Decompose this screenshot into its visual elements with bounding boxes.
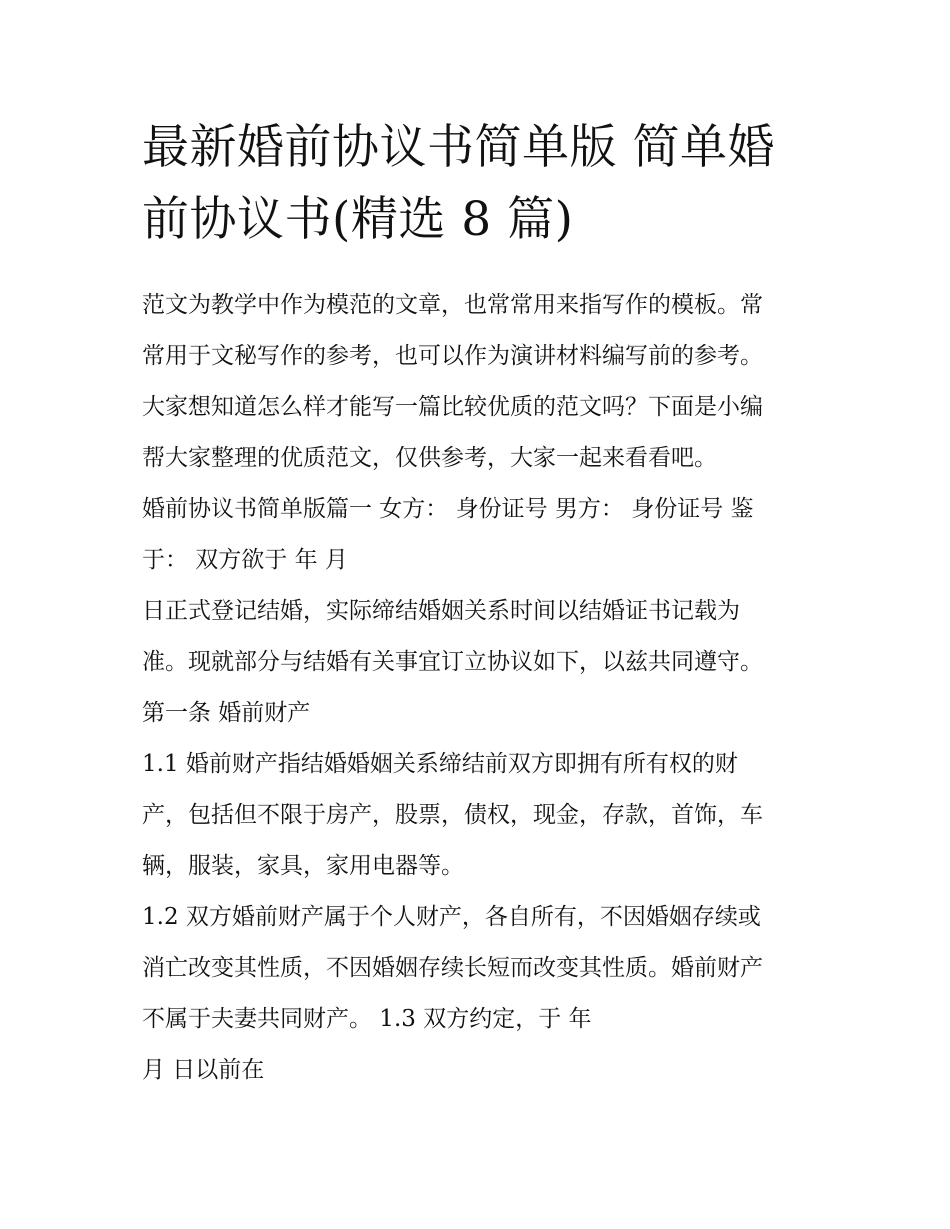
body-line: 准。现就部分与结婚有关事宜订立协议如下，以兹共同遵守。 — [142, 649, 763, 675]
body-line: 范文为教学中作为模范的文章，也常常用来指写作的模板。常 — [142, 292, 763, 318]
body-line: 于： 双方欲于 年 月 — [142, 547, 348, 573]
document-body — [142, 280, 822, 1096]
body-line: 帮大家整理的优质范文，仅供参考，大家一起来看看吧。 — [142, 445, 717, 471]
body-line: 辆，服装，家具，家用电器等。 — [142, 853, 464, 879]
body-line: 婚前协议书简单版篇一 女方： 身份证号 男方： 身份证号 鉴 — [142, 496, 754, 522]
body-line: 1.1 婚前财产指结婚婚姻关系缔结前双方即拥有所有权的财 — [142, 751, 738, 777]
body-line: 不属于夫妻共同财产。 1.3 双方约定，于 年 — [142, 1006, 592, 1032]
body-line: 1.2 双方婚前财产属于个人财产，各自所有，不因婚姻存续或 — [142, 904, 761, 930]
body-line: 大家想知道怎么样才能写一篇比较优质的范文吗？下面是小编 — [142, 394, 763, 420]
section-heading: 第一条 婚前财产 — [142, 700, 311, 726]
body-line: 常用于文秘写作的参考，也可以作为演讲材料编写前的参考。 — [142, 343, 763, 369]
title-line-2: 前协议书(精选 8 篇) — [142, 192, 574, 247]
document-title — [142, 112, 822, 256]
body-line: 月 日以前在 — [142, 1057, 265, 1083]
body-line: 消亡改变其性质，不因婚姻存续长短而改变其性质。婚前财产 — [142, 955, 763, 981]
body-line: 日正式登记结婚，实际缔结婚姻关系时间以结婚证书记载为 — [142, 598, 740, 624]
body-line: 产，包括但不限于房产，股票，债权，现金，存款，首饰，车 — [142, 802, 763, 828]
title-line-1: 最新婚前协议书简单版 简单婚 — [142, 120, 775, 175]
